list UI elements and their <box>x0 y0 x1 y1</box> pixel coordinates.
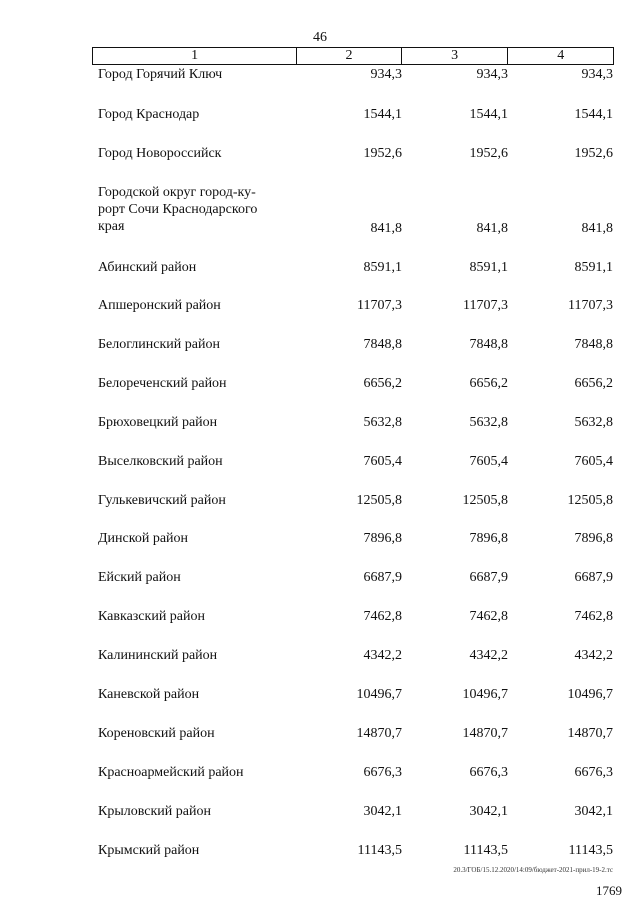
row-value-col-4: 7848,8 <box>574 337 613 352</box>
row-value-col-4: 4342,2 <box>574 648 613 663</box>
row-name <box>98 184 303 235</box>
row-name: Красноармейский район <box>98 765 244 780</box>
row-value-col-4: 11707,3 <box>568 298 613 313</box>
row-value-col-3: 6676,3 <box>469 765 508 780</box>
row-name: Динской район <box>98 531 189 546</box>
header-col-3: 3 <box>402 48 509 64</box>
row-name: Ейский район <box>98 570 181 585</box>
row-value-col-3: 1952,6 <box>469 146 508 161</box>
row-name-line: рорт Сочи Краснодарского <box>98 202 258 217</box>
row-value-col-3: 11143,5 <box>463 843 508 858</box>
header-col-4: 4 <box>557 48 565 63</box>
row-value-col-4: 14870,7 <box>567 726 613 741</box>
row-value-col-3: 3042,1 <box>469 804 508 819</box>
row-name: Абинский район <box>98 260 197 275</box>
row-value-col-3: 7462,8 <box>469 609 508 624</box>
row-value-col-3: 841,8 <box>476 221 508 236</box>
header-col-1: 1 <box>93 48 297 64</box>
row-value-col-4: 6676,3 <box>574 765 613 780</box>
row-name: Апшеронский район <box>98 298 221 313</box>
row-value-col-4: 1544,1 <box>574 107 613 122</box>
table-header-row <box>92 47 614 65</box>
row-value-col-3: 6656,2 <box>469 376 508 391</box>
row-value-col-4: 6656,2 <box>574 376 613 391</box>
row-value-col-2: 6676,3 <box>363 765 402 780</box>
row-value-col-3: 4342,2 <box>469 648 508 663</box>
row-value-col-2: 7896,8 <box>363 531 402 546</box>
row-value-col-4: 841,8 <box>581 221 613 236</box>
row-value-col-3: 11707,3 <box>463 298 508 313</box>
row-name: Белоглинский район <box>98 337 220 352</box>
row-value-col-2: 1952,6 <box>363 146 402 161</box>
row-name-line: Городской округ город-ку- <box>98 185 256 200</box>
row-name: Город Краснодар <box>98 107 200 122</box>
row-value-col-3: 934,3 <box>476 67 508 82</box>
row-value-col-2: 10496,7 <box>356 687 402 702</box>
row-value-col-3: 1544,1 <box>469 107 508 122</box>
row-value-col-4: 6687,9 <box>574 570 613 585</box>
row-value-col-2: 6687,9 <box>363 570 402 585</box>
row-value-col-4: 3042,1 <box>574 804 613 819</box>
row-name: Выселковский район <box>98 454 223 469</box>
row-name: Крымский район <box>98 843 200 858</box>
row-name: Гулькевичский район <box>98 493 226 508</box>
row-value-col-4: 934,3 <box>581 67 613 82</box>
row-value-col-4: 7896,8 <box>574 531 613 546</box>
row-value-col-2: 7848,8 <box>363 337 402 352</box>
row-value-col-4: 7605,4 <box>574 454 613 469</box>
row-value-col-2: 7605,4 <box>363 454 402 469</box>
row-value-col-4: 12505,8 <box>567 493 613 508</box>
row-value-col-4: 7462,8 <box>574 609 613 624</box>
row-name-line: края <box>98 219 125 234</box>
row-value-col-2: 12505,8 <box>356 493 402 508</box>
row-value-col-2: 1544,1 <box>363 107 402 122</box>
footer-document-code: 20.3/ГОБ/15.12.2020/14:09/бюджет-2021-прил-19-2.тс <box>453 866 613 874</box>
row-value-col-4: 10496,7 <box>567 687 613 702</box>
row-value-col-2: 8591,1 <box>363 260 402 275</box>
page-number-bottom: 1769 <box>596 883 622 898</box>
row-value-col-2: 14870,7 <box>356 726 402 741</box>
row-name: Город Новороссийск <box>98 146 222 161</box>
row-value-col-3: 8591,1 <box>469 260 508 275</box>
row-value-col-3: 10496,7 <box>462 687 508 702</box>
row-value-col-3: 7896,8 <box>469 531 508 546</box>
row-name: Калининский район <box>98 648 218 663</box>
row-name: Брюховецкий район <box>98 415 218 430</box>
row-value-col-4: 5632,8 <box>574 415 613 430</box>
row-name: Город Горячий Ключ <box>98 67 223 82</box>
row-name: Кавказский район <box>98 609 206 624</box>
row-value-col-4: 8591,1 <box>574 260 613 275</box>
row-name: Каневской район <box>98 687 200 702</box>
row-value-col-3: 7605,4 <box>469 454 508 469</box>
row-value-col-2: 11707,3 <box>357 298 402 313</box>
row-name: Крыловский район <box>98 804 211 819</box>
row-value-col-3: 6687,9 <box>469 570 508 585</box>
row-value-col-2: 4342,2 <box>363 648 402 663</box>
row-value-col-2: 11143,5 <box>357 843 402 858</box>
row-value-col-3: 14870,7 <box>462 726 508 741</box>
row-value-col-3: 7848,8 <box>469 337 508 352</box>
row-name: Кореновский район <box>98 726 215 741</box>
row-value-col-2: 3042,1 <box>363 804 402 819</box>
row-value-col-2: 841,8 <box>370 221 402 236</box>
row-value-col-4: 11143,5 <box>568 843 613 858</box>
page-number-top: 46 <box>313 30 327 45</box>
row-value-col-3: 12505,8 <box>462 493 508 508</box>
row-value-col-2: 6656,2 <box>363 376 402 391</box>
row-value-col-2: 934,3 <box>370 67 402 82</box>
row-name: Белореченский район <box>98 376 227 391</box>
header-col-2: 2 <box>297 48 402 64</box>
row-value-col-2: 7462,8 <box>363 609 402 624</box>
row-value-col-2: 5632,8 <box>363 415 402 430</box>
row-value-col-3: 5632,8 <box>469 415 508 430</box>
row-value-col-4: 1952,6 <box>574 146 613 161</box>
